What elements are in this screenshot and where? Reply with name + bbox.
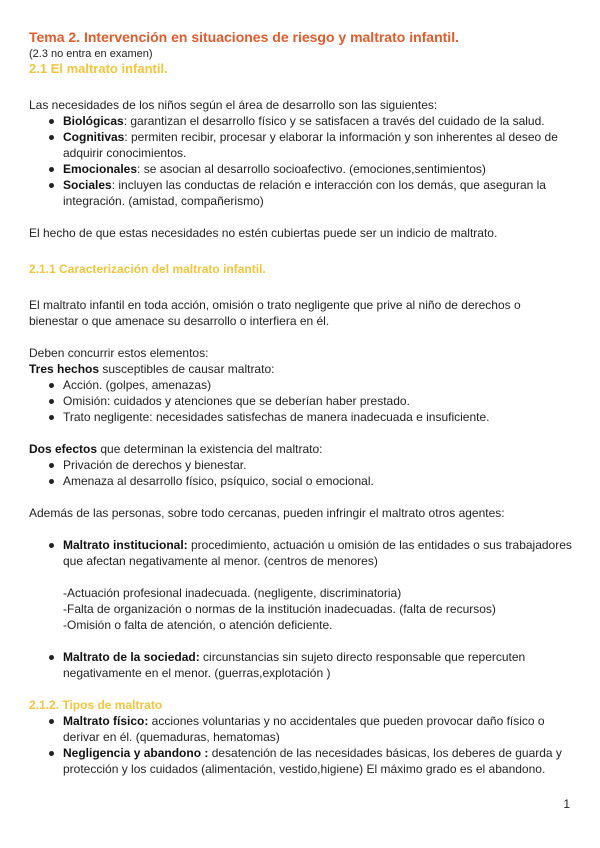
need-term: Sociales (63, 178, 112, 192)
efectos-list (29, 457, 573, 489)
list-item (63, 649, 573, 681)
tres-hechos-line (29, 361, 573, 377)
list-item (63, 537, 573, 569)
sociedad-term: Maltrato de la sociedad: (63, 650, 200, 664)
concurrence-text: Deben concurrir estos elementos: (29, 346, 209, 360)
dos-efectos-term: Dos efectos (29, 442, 98, 456)
tipos-list (29, 713, 573, 777)
section-2-1-heading: 2.1 El maltrato infantil. (29, 61, 168, 76)
need-text: : garantizan el desarrollo físico y se satisfacen a través del cuidado de la salud. (123, 114, 545, 128)
tres-hechos-text: susceptibles de causar maltrato: (99, 362, 275, 376)
section-2-1-2-heading: 2.1.2. Tipos de maltrato (29, 698, 163, 712)
section-2-1-1-heading: 2.1.1 Caracterización del maltrato infantil. (29, 262, 266, 276)
list-item (63, 177, 573, 209)
agents-list-institucional (29, 537, 573, 569)
tipo-text: acciones voluntarias y no accidentales que pueden provocar daño físico o derivar en él. (quemaduras, hematomas) (63, 714, 545, 744)
institucional-examples (29, 585, 573, 633)
tres-hechos-term: Tres hechos (29, 362, 100, 376)
dos-efectos-line (29, 441, 573, 457)
agents-list-sociedad (29, 649, 573, 681)
need-term: Biológicas (63, 114, 124, 128)
need-text: : incluyen las conductas de relación e interacción con los demás, que aseguran la integración. (amistad, compañerismo) (63, 178, 546, 208)
list-item (63, 713, 573, 745)
tipo-term: Maltrato físico: (63, 714, 149, 728)
list-item: Privación de derechos y bienestar. (63, 457, 573, 473)
need-term: Cognitivas (63, 130, 125, 144)
page-number: 1 (563, 797, 570, 811)
list-item: Omisión: cuidados y atenciones que se deberían haber prestado. (63, 393, 573, 409)
list-item (63, 161, 573, 177)
page-content (29, 29, 573, 777)
list-item (63, 113, 573, 129)
maltrato-definition: El maltrato infantil en toda acción, omisión o trato negligente que prive al niño de derechos o bienestar o que amenace su desarrollo o interfiera en él. (29, 298, 521, 328)
example-line: -Actuación profesional inadecuada. (negligente, discriminatoria) (63, 586, 402, 600)
document-title: Tema 2. Intervención en situaciones de riesgo y maltrato infantil. (29, 29, 459, 45)
example-line: -Omisión o falta de atención, o atención deficiente. (63, 618, 333, 632)
exam-note: (2.3 no entra en examen) (29, 48, 153, 60)
list-item: Acción. (golpes, amenazas) (63, 377, 573, 393)
institucional-text: procedimiento, actuación u omisión de las entidades o sus trabajadores que afectan negativamente al menor. (centros de menores) (63, 538, 572, 568)
tipo-text: desatención de las necesidades básicas, los deberes de guarda y protección y los cuidados (alimentación, vestido,higiene) El máximo grado es el abandono. (63, 746, 562, 776)
list-item: Amenaza al desarrollo físico, psíquico, social o emocional. (63, 473, 573, 489)
institucional-term: Maltrato institucional: (63, 538, 188, 552)
need-text: : se asocian al desarrollo socioafectivo. (emociones,sentimientos) (137, 162, 486, 176)
need-text: : permiten recibir, procesar y elaborar la información y son inherentes al deseo de adquirir conocimientos. (63, 130, 558, 160)
example-line: -Falta de organización o normas de la institución inadecuadas. (falta de recursos) (63, 602, 496, 616)
needs-closing: El hecho de que estas necesidades no estén cubiertas puede ser un indicio de maltrato. (29, 226, 498, 240)
other-agents-text: Además de las personas, sobre todo cercanas, pueden infringir el maltrato otros agentes: (29, 506, 505, 520)
need-term: Emocionales (63, 162, 138, 176)
needs-intro: Las necesidades de los niños según el área de desarrollo son las siguientes: (29, 98, 438, 112)
list-item: Trato negligente: necesidades satisfechas de manera inadecuada e insuficiente. (63, 409, 573, 425)
needs-list (29, 113, 573, 209)
list-item (63, 129, 573, 161)
hechos-list (29, 377, 573, 425)
tipo-term: Negligencia y abandono : (63, 746, 209, 760)
sociedad-text: circunstancias sin sujeto directo responsable que repercuten negativamente en el menor. (guerras,explotación ) (63, 650, 526, 680)
list-item (63, 745, 573, 777)
dos-efectos-text: que determinan la existencia del maltrato: (97, 442, 323, 456)
